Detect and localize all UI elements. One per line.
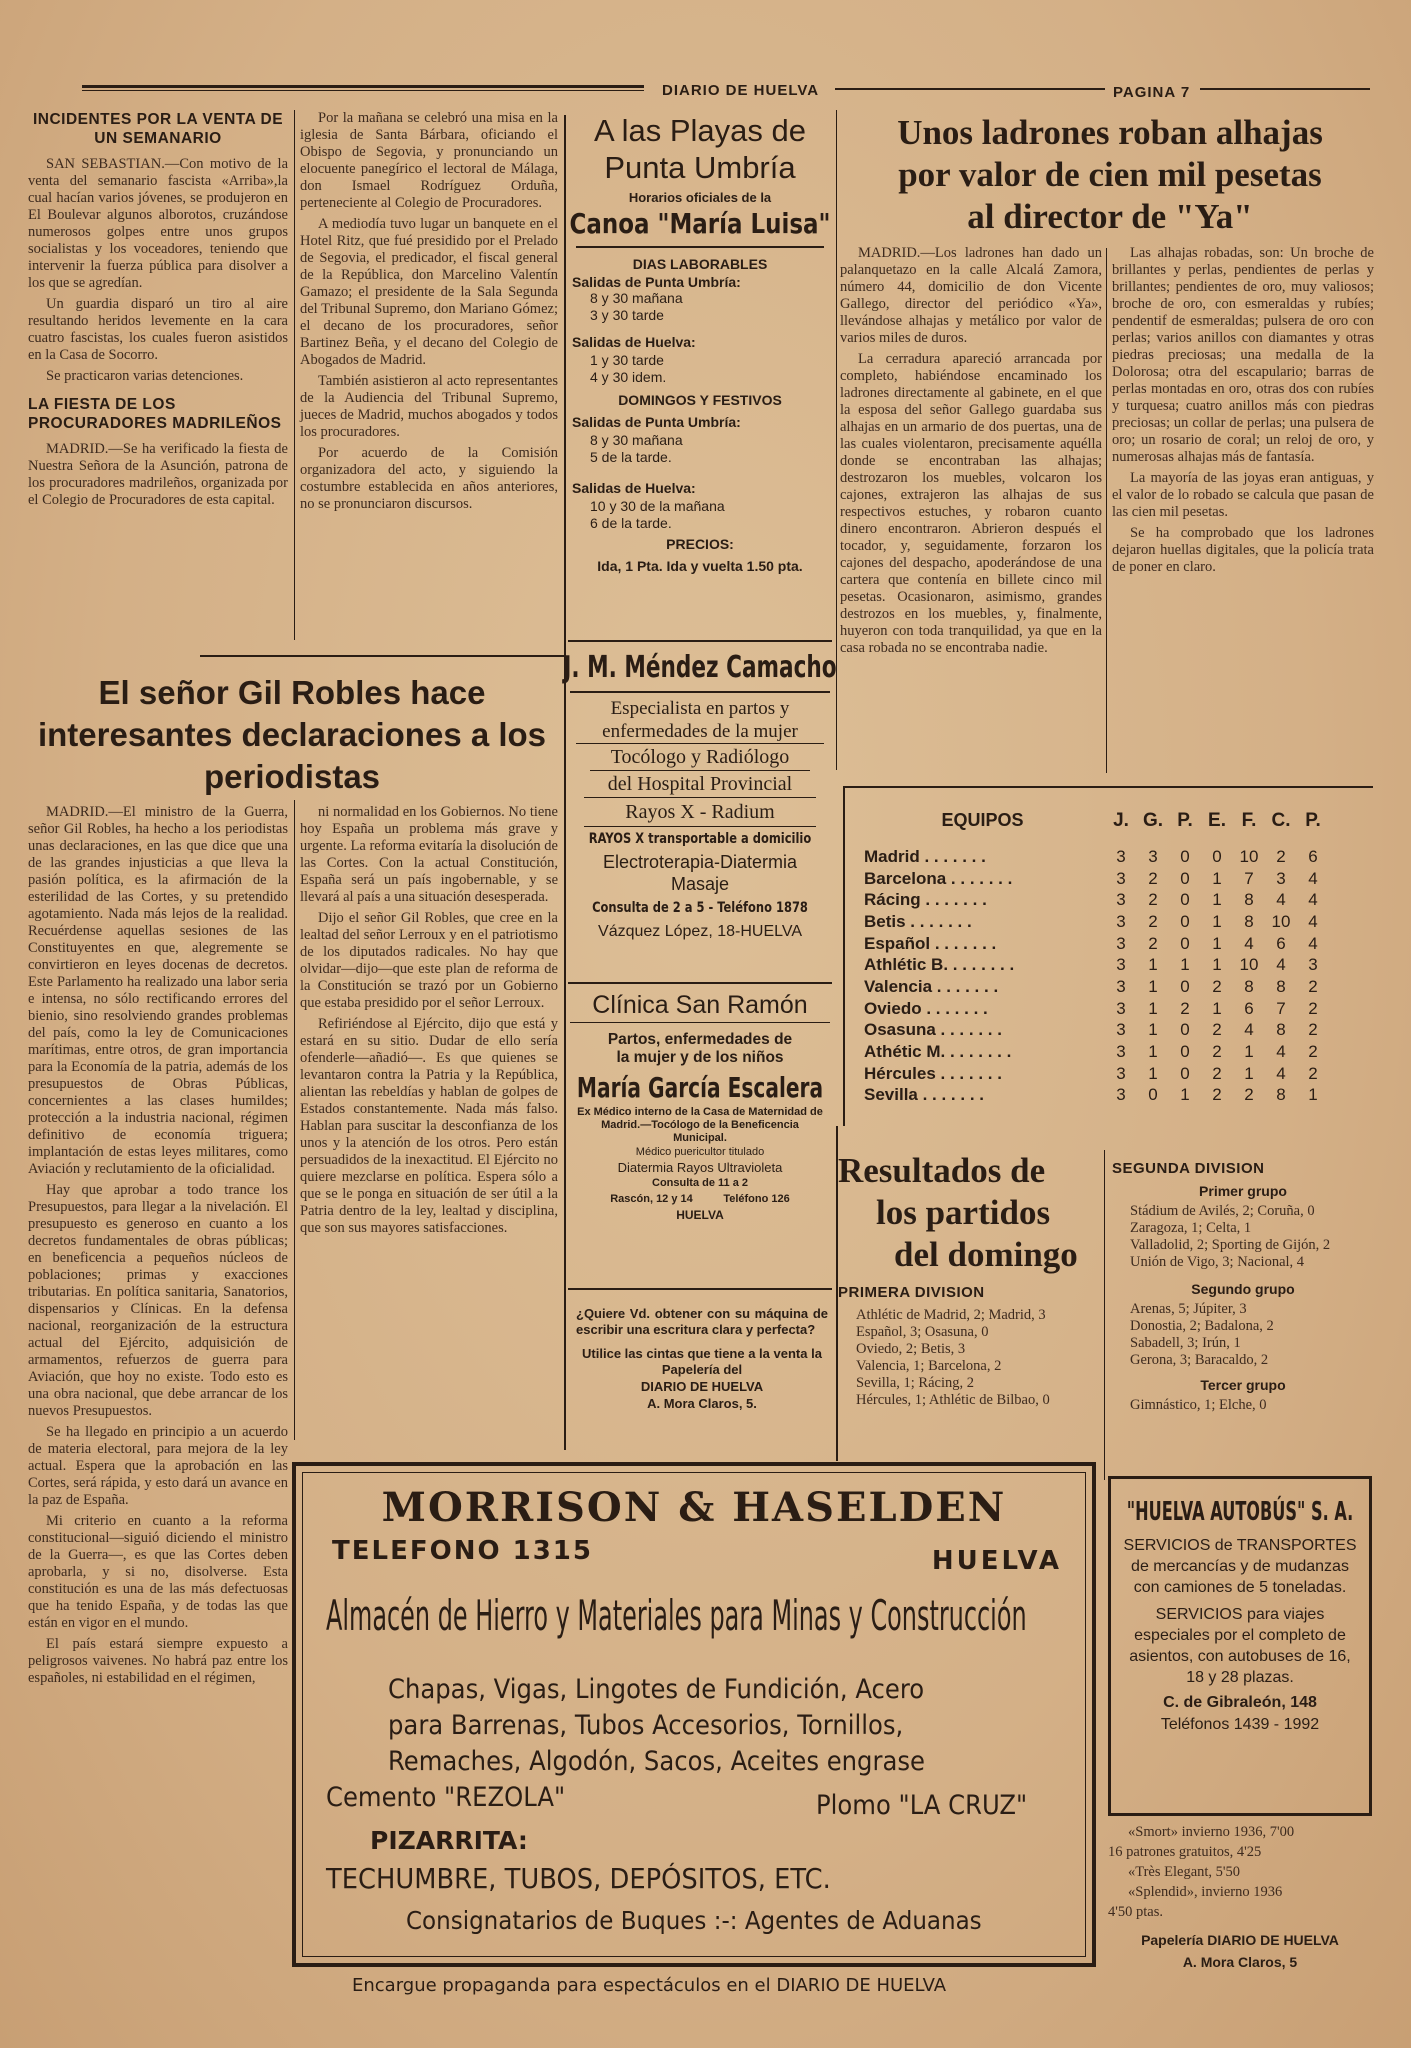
mendez-line: Consulta de 2 a 5 - Teléfono 1878 xyxy=(592,900,808,916)
league-cell: 1 xyxy=(1212,911,1222,931)
league-header-row xyxy=(860,810,1329,846)
autobus-address: C. de Gibraleón, 148 xyxy=(1163,1694,1317,1711)
paragraph: MADRID.—Los ladrones han dado un palanquetazo en la calle Alcalá Zamora, número 44, domicilio de don Vicente Gallego, director del periódico «Ya», llevándose alhajas y metálico por valor de varios miles de duros. xyxy=(840,245,1102,346)
playas-label: Salidas de Punta Umbría: xyxy=(572,274,741,290)
league-cell: 1 xyxy=(1180,1085,1190,1105)
morrison-line: TECHUMBRE, TUBOS, DEPÓSITOS, ETC. xyxy=(326,1862,831,1895)
resultados-primera: PRIMERA DIVISION xyxy=(838,1284,985,1301)
league-cell: 0 xyxy=(1180,1063,1190,1083)
morrison-line: para Barrenas, Tubos Accesorios, Tornillos, xyxy=(388,1710,904,1741)
ladrones-col1 xyxy=(840,245,1102,773)
morrison-tel: TELEFONO 1315 xyxy=(332,1536,593,1566)
league-cell: 2 xyxy=(1148,933,1158,953)
header-newspaper: DIARIO DE HUELVA xyxy=(662,82,820,99)
league-col-header: J. xyxy=(1113,810,1129,831)
league-cell: 3 xyxy=(1308,955,1318,975)
paragraph: Por la mañana se celebró una misa en la iglesia de Santa Bárbara, oficiando el Obispo de Segovia, y pronunciando un elocuente panegírico el lectoral de Málaga, don Ismael Rodríguez Orduña, perteneciente al Colegio de Procuradores. xyxy=(300,110,558,211)
league-row xyxy=(860,933,1329,955)
ad-patrones xyxy=(1108,1822,1372,1970)
league-cell: 2 xyxy=(1308,1042,1318,1062)
league-team: Rácing . . . . . . . xyxy=(864,890,987,910)
playas-label: Salidas de Punta Umbría: xyxy=(572,414,741,430)
col-rule-4 xyxy=(294,800,295,1440)
ladrones-title-3: al director de "Ya" xyxy=(967,197,1253,236)
paragraph: Un guardia disparó un tiro al aire resultando heridos levemente en la cara cuatro fascistas, los cuales fueron asistidos en la Casa de Socorro. xyxy=(28,296,288,363)
autobus-name: "HUELVA AUTOBÚS" S. A. xyxy=(1126,1497,1354,1527)
result-line: Zaragoza, 1; Celta, 1 xyxy=(1130,1220,1252,1236)
league-team: Barcelona . . . . . . . xyxy=(864,868,1013,888)
paragraph: A mediodía tuvo lugar un banquete en el Hotel Ritz, que fué presidido por el Prelado de Segovia, el predicador, el fiscal general de la República, don Marcelino Valentín Gamazo; el presidente de la Sala Segunda del Tribunal Supremo, don Mariano Gómez; el decano de los procuradores, señor Bartinez Beña, y el decano del Colegio de Abogados de Madrid. xyxy=(300,216,558,368)
league-cell: 8 xyxy=(1244,911,1254,931)
league-cell: 0 xyxy=(1180,846,1190,866)
paragraph: Dijo el señor Gil Robles, que cree en la lealtad del señor Lerroux y en el patriotismo de los diputados radicales. No hay que olvidar—dijo—que este plan de reforma de la Constitución se trazó por un Gobierno que estaba presidido por el señor Lerroux. xyxy=(300,910,558,1011)
playas-time: 4 y 30 idem. xyxy=(590,369,667,385)
mendez-line: RAYOS X transportable a domicilio xyxy=(588,831,812,847)
league-cell: 8 xyxy=(1276,1085,1286,1105)
mendez-line: Rayos X - Radium xyxy=(584,798,816,827)
clinica-name: Clínica San Ramón xyxy=(592,991,808,1019)
clinica-line: Ex Médico interno de la Casa de Maternidad de Madrid.—Tocólogo de la Beneficencia Municipal. xyxy=(577,1106,823,1144)
article-ladrones xyxy=(840,112,1380,238)
playas-time: 8 y 30 mañana xyxy=(590,432,683,448)
ad-morrison-haselden xyxy=(292,1462,1096,1967)
league-team: Oviedo . . . . . . . xyxy=(864,998,988,1018)
league-cell: 6 xyxy=(1276,933,1286,953)
playas-festivos: DOMINGOS Y FESTIVOS xyxy=(618,392,782,408)
playas-subtitle: Horarios oficiales de la xyxy=(628,190,772,205)
league-cell: 4 xyxy=(1276,955,1286,975)
league-row xyxy=(860,1063,1329,1085)
league-cell: 6 xyxy=(1308,846,1318,866)
league-cell: 10 xyxy=(1239,846,1259,866)
article-gil-robles-col1 xyxy=(28,804,288,1984)
mendez-line: Vázquez López, 18-HUELVA xyxy=(598,923,802,940)
league-cell: 2 xyxy=(1308,998,1318,1018)
league-col-header: P. xyxy=(1305,810,1321,831)
league-cell: 4 xyxy=(1308,868,1318,888)
playas-label: Salidas de Huelva: xyxy=(572,480,696,496)
league-col-header: E. xyxy=(1208,810,1226,831)
league-cell: 2 xyxy=(1308,976,1318,996)
morrison-line: Remaches, Algodón, Sacos, Aceites engrase xyxy=(388,1746,925,1777)
league-cell: 2 xyxy=(1308,1063,1318,1083)
col-rule-7 xyxy=(1104,1150,1105,1480)
league-cell: 2 xyxy=(1212,1042,1222,1062)
article-resultados xyxy=(838,1150,1102,1409)
result-line: Unión de Vigo, 3; Nacional, 4 xyxy=(1130,1254,1305,1270)
league-team: Osasuna . . . . . . . xyxy=(864,1020,1002,1040)
mendez-line: del Hospital Provincial xyxy=(584,771,816,798)
league-cell: 2 xyxy=(1148,868,1158,888)
league-cell: 2 xyxy=(1244,1085,1254,1105)
league-row xyxy=(860,1020,1329,1042)
playas-title: A las Playas de Punta Umbría xyxy=(594,113,806,185)
rule-clinica xyxy=(568,1288,832,1290)
playas-label: Salidas de Huelva: xyxy=(572,334,696,350)
mendez-line: Masaje xyxy=(670,874,730,894)
segunda-group: Tercer grupo xyxy=(1200,1377,1286,1393)
patrones-line: 16 patrones gratuitos, 4'25 xyxy=(1108,1844,1262,1860)
header-page: PAGINA 7 xyxy=(1113,84,1191,101)
headline-fiesta: LA FIESTA DE LOS PROCURADORES MADRILEÑOS xyxy=(28,396,282,432)
ladrones-title-1: Unos ladrones roban alhajas xyxy=(897,113,1323,152)
league-cell: 2 xyxy=(1276,846,1286,866)
paragraph: Se ha llegado en principio a un acuerdo de materia electoral, para mejora de la ley actual. Espera que la aprobación en las Cortes, será rápida, y esto dará un avance en la paz de España. xyxy=(28,1424,288,1508)
morrison-line: Plomo "LA CRUZ" xyxy=(816,1790,1028,1821)
league-cell: 8 xyxy=(1276,1020,1286,1040)
playas-time: 6 de la tarde. xyxy=(590,515,672,531)
paragraph: También asistieron al acto representantes de la Audiencia del Tribunal Supremo, jueces de Madrid, muchos abogados y todos los procuradores. xyxy=(300,373,558,440)
league-cell: 2 xyxy=(1308,1020,1318,1040)
league-cell: 4 xyxy=(1276,1042,1286,1062)
paragraph: Hay que aprobar a todo trance los Presupuestos, para llegar a la nivelación. El presupuesto es generoso en cuanto a los decretos fundamentales de obras públicas; en beneficencia a pequeños núcleos de poblaciones; primas y exacciones tributarias. En política sanitaria, Sanatorios, dispensarios y Clínicas. En la defensa nacional, reorganización de la estructura actual del Ejército, adquisición de armamentos, refuerzos de guerra para Aviación, que hoy no existe. Todo esto es una obra nacional, que debe arrancar de los nuevos Presupuestos. xyxy=(28,1182,288,1419)
result-line: Gimnástico, 1; Elche, 0 xyxy=(1130,1397,1267,1413)
segunda-group: Primer grupo xyxy=(1199,1183,1287,1199)
patrones-line: «Très Elegant, 5'50 xyxy=(1128,1864,1241,1880)
league-cell: 0 xyxy=(1180,976,1190,996)
league-cell: 4 xyxy=(1308,911,1318,931)
mendez-line: enfermedades de la mujer xyxy=(576,720,824,744)
league-cell: 0 xyxy=(1212,846,1222,866)
playas-boat: Canoa "María Luisa" xyxy=(569,207,831,240)
league-cell: 10 xyxy=(1271,911,1291,931)
resultados-title-3: del domingo xyxy=(894,1235,1078,1274)
morrison-pizarrita: PIZARRITA: xyxy=(370,1826,528,1855)
clinica-line: la mujer y de los niños xyxy=(616,1049,784,1066)
league-row xyxy=(860,846,1329,868)
league-cell: 7 xyxy=(1276,998,1286,1018)
footer-propaganda: Encargue propaganda para espectáculos en el DIARIO DE HUELVA xyxy=(352,1975,947,1996)
league-cell: 1 xyxy=(1308,1085,1318,1105)
result-line: Stádium de Avilés, 2; Coruña, 0 xyxy=(1130,1203,1315,1219)
league-cell: 3 xyxy=(1116,998,1126,1018)
league-cell: 3 xyxy=(1116,1063,1126,1083)
mendez-line: Electroterapia-Diatermia xyxy=(602,852,798,872)
mendez-line: Tocólogo y Radiólogo xyxy=(590,744,810,771)
playas-time: 10 y 30 de la mañana xyxy=(590,498,725,514)
paragraph: Las alhajas robadas, son: Un broche de brillantes y perlas, pendientes de perlas y brillantes; pendientes de oro, muy valiosos; broche de oro, con esmeraldas y rubíes; pendentif de esmeraldas; pulsera de oro con perlas; varios anillos con diamantes y otras piedras preciosas; una medalla de la Dolorosa; otra del escapulario; barras de perlas montadas en oro, otras dos con rubíes y turquesa; cuatro anillos más con piedras preciosas; un collar de perlas; una pulsera de oro; un rosario de coral; un reloj de oro, y numerosas alhajas más de fantasía. xyxy=(1112,245,1374,465)
league-cell: 4 xyxy=(1308,890,1318,910)
paragraph: Por acuerdo de la Comisión organizadora del acto, y siguiendo la costumbre establecida en años anteriores, no se pronunciaron discursos. xyxy=(300,445,558,512)
paragraph: La mayoría de las joyas eran antiguas, y el valor de lo robado se calcula que pasan de las cien mil pesetas. xyxy=(1112,470,1374,520)
morrison-name: MORRISON & HASELDEN xyxy=(381,1484,1007,1531)
ladrones-title-2: por valor de cien mil pesetas xyxy=(898,155,1322,194)
playas-time: 5 de la tarde. xyxy=(590,449,672,465)
morrison-line: Cemento "REZOLA" xyxy=(326,1782,566,1813)
league-cell: 1 xyxy=(1148,1063,1158,1083)
header-rule-right xyxy=(1200,88,1370,90)
league-cell: 1 xyxy=(1212,933,1222,953)
league-col-header: F. xyxy=(1241,810,1257,831)
paragraph: La cerradura apareció arrancada por completo, habiéndose encaminado los ladrones directamente al gabinete, en el que la esposa del señor Gallego guardaba sus alhajas en un armario de dos puertas, una de las cuales violentaron, precisamente aquélla donde se encontraban las alhajas; destrozaron los muebles, volcaron los cajones, extrajeron las alhajas de sus respectivos estuches, y robaron cuanto dinero encontraron. Abrieron después el tocador, y, seguidamente, forzaron los cajones del despacho, apoderándose de una cartera que contenía en billete cinco mil pesetas. Ocasionaron, asimismo, grandes destrozos en los muebles, y, finalmente, huyeron con toda tranquilidad, ya que en la casa robada no se encontraba nadie. xyxy=(840,351,1102,656)
clinica-line: HUELVA xyxy=(676,1208,724,1222)
league-cell: 2 xyxy=(1212,1020,1222,1040)
result-line: Sabadell, 3; Irún, 1 xyxy=(1130,1335,1241,1351)
mendez-rule xyxy=(570,691,830,693)
league-cell: 3 xyxy=(1116,1042,1126,1062)
league-team: Español . . . . . . . xyxy=(864,933,997,953)
league-cell: 10 xyxy=(1239,955,1259,975)
league-cell: 2 xyxy=(1212,1085,1222,1105)
autobus-tel: Teléfonos 1439 - 1992 xyxy=(1160,1716,1320,1733)
league-cell: 1 xyxy=(1148,1020,1158,1040)
rule-under-top xyxy=(200,655,564,657)
league-cell: 8 xyxy=(1276,976,1286,996)
league-cell: 3 xyxy=(1116,1020,1126,1040)
ad-mendez-camacho xyxy=(563,650,837,943)
header-rule-mid xyxy=(835,88,1105,90)
league-col-header: P. xyxy=(1177,810,1193,831)
col-rule-1 xyxy=(294,110,295,640)
result-line: Hércules, 1; Athlétic de Bilbao, 0 xyxy=(856,1392,1050,1408)
patrones-line: «Smort» invierno 1936, 7'00 xyxy=(1128,1824,1295,1840)
ad-playas xyxy=(568,112,832,574)
league-cell: 1 xyxy=(1212,998,1222,1018)
ladrones-col2 xyxy=(1112,245,1374,773)
league-cell: 0 xyxy=(1180,933,1190,953)
rule-league-top xyxy=(843,786,1373,788)
header-rule-left xyxy=(82,85,644,88)
league-team: Sevilla . . . . . . . xyxy=(864,1085,984,1105)
article-fiesta-cont xyxy=(300,110,558,517)
segunda-title: SEGUNDA DIVISION xyxy=(1112,1160,1265,1177)
patrones-store: Papelería DIARIO DE HUELVA xyxy=(1141,1932,1339,1948)
paragraph: Se practicaron varias detenciones. xyxy=(46,368,244,384)
resultados-title-1: Resultados de xyxy=(838,1151,1046,1190)
cintas-address: A. Mora Claros, 5. xyxy=(647,1396,757,1411)
league-cell: 0 xyxy=(1148,1085,1158,1105)
article-segunda xyxy=(1112,1160,1374,1414)
patrones-line: 4'50 ptas. xyxy=(1108,1904,1163,1920)
league-cell: 3 xyxy=(1116,976,1126,996)
league-cell: 1 xyxy=(1212,955,1222,975)
league-team: Valencia . . . . . . . xyxy=(864,976,999,996)
league-cell: 3 xyxy=(1116,955,1126,975)
morrison-line: Chapas, Vigas, Lingotes de Fundición, Acero xyxy=(388,1674,925,1705)
league-cell: 3 xyxy=(1276,868,1286,888)
league-cell: 4 xyxy=(1244,1020,1254,1040)
paragraph: El país estará siempre expuesto a peligrosos vaivenes. No habrá paz entre los españoles, ni estabilidad en el régimen, xyxy=(28,1636,288,1686)
ad-huelva-autobus xyxy=(1108,1476,1372,1816)
league-cell: 1 xyxy=(1148,998,1158,1018)
league-cell: 4 xyxy=(1308,933,1318,953)
league-cell: 3 xyxy=(1116,911,1126,931)
col-rule-2 xyxy=(564,115,566,1450)
rule-playas xyxy=(568,640,832,642)
article-gil-robles-col2 xyxy=(300,804,558,1444)
ad-clinica-san-ramon xyxy=(570,990,830,1223)
paragraph: ni normalidad en los Gobiernos. No tiene hoy España un problema más grave y urgente. La reforma evitaría la disolución de las Cortes. Con la actual Constitución, España será un país ingobernable, y se llevará al país a una situación desesperada. xyxy=(300,804,558,905)
result-line: Español, 3; Osasuna, 0 xyxy=(856,1324,989,1340)
mendez-line: Especialista en partos y xyxy=(610,698,790,719)
league-cell: 1 xyxy=(1180,955,1190,975)
morrison-city: HUELVA xyxy=(931,1546,1062,1576)
clinica-line: Diatermia Rayos Ultravioleta xyxy=(617,1160,783,1175)
league-cell: 0 xyxy=(1180,911,1190,931)
league-col-header: G. xyxy=(1142,810,1164,831)
league-cell: 2 xyxy=(1212,1063,1222,1083)
paragraph: MADRID.—El ministro de la Guerra, señor Gil Robles, ha hecho a los periodistas unas declaraciones, en las que dice que una de las grandes injusticias a que lleva la pasión política, es la afirmación de la esterilidad de las Cortes, y su pretendido agotamiento. Nada más lejos de la realidad. Recuérdense aquellas sesiones de las Constituyentes en que, alegremente se convirtieron en leyes docenas de decretos. Este Parlamento ha realizado una labor seria e intensa, no sólo rectificando errores del bienio, sino resolviendo grandes problemas del país, como la ley de Comunicaciones marítimas, entre otros, de gran importancia para la Economía de la patria, además de los presupuestos de Obras Públicas, concernientes a las clases humildes; protección a la industria nacional, régimen definitivo de economía triguera; implantación de estas leyes militares, como Aviación y reclutamiento de la oficialidad. xyxy=(28,804,288,1177)
league-team: Athétic M. . . . . . . . xyxy=(864,1042,1012,1062)
league-cell: 7 xyxy=(1244,868,1254,888)
morrison-line: Consignatarios de Buques :-: Agentes de Aduanas xyxy=(406,1906,982,1935)
league-cell: 3 xyxy=(1116,933,1126,953)
league-cell: 4 xyxy=(1276,890,1286,910)
result-line: Athlétic de Madrid, 2; Madrid, 3 xyxy=(856,1307,1046,1323)
league-row xyxy=(860,1085,1329,1107)
league-team: Madrid . . . . . . . xyxy=(864,846,986,866)
article-incidentes xyxy=(28,110,288,513)
rule-league-left xyxy=(843,786,845,1126)
autobus-line: SERVICIOS para viajes especiales por el completo de asientos, con autobuses de 16, 18 y 28 plazas. xyxy=(1129,1606,1351,1686)
league-cell: 0 xyxy=(1180,890,1190,910)
cintas-answer: Utilice las cintas que tiene a la venta la Papelería del xyxy=(582,1346,822,1377)
league-cell: 1 xyxy=(1212,868,1222,888)
clinica-line: Médico puericultor titulado xyxy=(635,1146,765,1158)
playas-precios: PRECIOS: xyxy=(666,536,734,552)
league-cell: 1 xyxy=(1244,1063,1254,1083)
league-cell: 8 xyxy=(1244,976,1254,996)
patrones-line: «Splendid», invierno 1936 xyxy=(1128,1884,1283,1900)
headline-gil-robles: El señor Gil Robles hace interesantes declaraciones a los periodistas xyxy=(37,674,547,795)
league-row xyxy=(860,911,1329,933)
playas-time: 1 y 30 tarde xyxy=(590,352,664,368)
league-row xyxy=(860,998,1329,1020)
league-table xyxy=(860,810,1329,1106)
result-line: Arenas, 5; Júpiter, 3 xyxy=(1130,1301,1247,1317)
result-line: Sevilla, 1; Rácing, 2 xyxy=(856,1375,974,1391)
headline-incidentes: INCIDENTES POR LA VENTA DE UN SEMANARIO xyxy=(32,111,284,147)
league-col-header: C. xyxy=(1271,810,1291,831)
league-cell: 1 xyxy=(1148,1042,1158,1062)
clinica-rule xyxy=(570,1022,830,1023)
league-cell: 2 xyxy=(1148,890,1158,910)
mendez-name: J. M. Méndez Camacho xyxy=(563,650,837,685)
result-line: Valencia, 1; Barcelona, 2 xyxy=(856,1358,1002,1374)
league-cell: 3 xyxy=(1116,868,1126,888)
result-line: Valladolid, 2; Sporting de Gijón, 2 xyxy=(1130,1237,1331,1253)
league-cell: 8 xyxy=(1244,890,1254,910)
league-team: Hércules . . . . . . . xyxy=(864,1063,1002,1083)
league-team: Betis . . . . . . . xyxy=(864,911,972,931)
ad-cintas xyxy=(576,1306,828,1412)
league-row xyxy=(860,1041,1329,1063)
league-cell: 0 xyxy=(1180,1042,1190,1062)
league-team: Athlétic B. . . . . . . . xyxy=(864,955,1015,975)
league-cell: 1 xyxy=(1148,976,1158,996)
patrones-address: A. Mora Claros, 5 xyxy=(1182,1954,1298,1970)
league-cell: 3 xyxy=(1116,1085,1126,1105)
playas-time: 3 y 30 tarde xyxy=(590,307,664,323)
league-row xyxy=(860,868,1329,890)
league-cell: 1 xyxy=(1244,1042,1254,1062)
clinica-line: Consulta de 11 a 2 xyxy=(652,1177,748,1189)
playas-laborables: DIAS LABORABLES xyxy=(632,256,768,272)
morrison-almacen: Almacén de Hierro y Materiales para Minas y Construcción xyxy=(326,1591,1027,1640)
playas-time: 8 y 30 mañana xyxy=(590,290,683,306)
playas-rule xyxy=(576,246,824,248)
cintas-paper: DIARIO DE HUELVA xyxy=(640,1379,764,1394)
league-cell: 2 xyxy=(1180,998,1190,1018)
league-cell: 3 xyxy=(1116,846,1126,866)
clinica-doctor: María García Escalera xyxy=(576,1071,824,1104)
resultados-title-2: los partidos xyxy=(876,1193,1051,1232)
league-cell: 2 xyxy=(1148,911,1158,931)
result-line: Donostia, 2; Badalona, 2 xyxy=(1130,1318,1274,1334)
league-row xyxy=(860,976,1329,998)
league-cell: 3 xyxy=(1116,890,1126,910)
paragraph: Refiriéndose al Ejército, dijo que está y estará en su sitio. Dudar de ello sería ofenderle—añadió—. Es que quienes se levantaron contra la Patria y la República, alientan las rebeldías y hablan de golpes de Estados constantemente. Nada más falso. Hablan para suscitar la desconfianza de los unos y la atención de los otros. Pero están persuadidos de la inexactitud. El Ejército no quiere mezclarse en política. Espera sólo a que se le ponga en situación de ser útil a la Patria dentro de la ley, lealtad y disciplina, que son sus mayores satisfacciones. xyxy=(300,1016,558,1236)
result-line: Oviedo, 2; Betis, 3 xyxy=(856,1341,966,1357)
paragraph: Se ha comprobado que los ladrones dejaron huellas digitales, que la policía trata de poner en claro. xyxy=(1112,525,1374,575)
league-cell: 1 xyxy=(1212,890,1222,910)
league-title: EQUIPOS xyxy=(941,810,1024,830)
clinica-line: Rascón, 12 y 14 Teléfono 126 xyxy=(610,1193,790,1205)
paragraph: Mi criterio en cuanto a la reforma constitucional—siguió diciendo el ministro de la Guerra—, es que las Cortes deben aprobarla, y si no, disolverse. Esta constitución es una de las más defectuosas que ha tenido España, y de todas las que están en vigor en el mundo. xyxy=(28,1513,288,1631)
paragraph: MADRID.—Se ha verificado la fiesta de Nuestra Señora de la Asunción, patrona de los procuradores madrileños, organizada por el Colegio de Procuradores de esta capital. xyxy=(28,441,288,508)
header-rule-left-thin xyxy=(82,90,644,91)
league-cell: 3 xyxy=(1148,846,1158,866)
league-cell: 4 xyxy=(1244,933,1254,953)
league-cell: 4 xyxy=(1276,1063,1286,1083)
league-cell: 6 xyxy=(1244,998,1254,1018)
league-cell: 0 xyxy=(1180,868,1190,888)
col-rule-5 xyxy=(1106,248,1107,773)
clinica-line: Partos, enfermedades de xyxy=(607,1031,793,1048)
paragraph: SAN SEBASTIAN.—Con motivo de la venta del semanario fascista «Arriba»,la cual hacían varios jóvenes, se produjeron en El Boulevar algunos alborotos, cruzándose numerosos golpes entre unos grupos socialistas y los voceadores, teniendo que intervenir la fuerza pública para disolver a los que se agredían. xyxy=(28,156,288,291)
league-cell: 1 xyxy=(1148,955,1158,975)
league-row xyxy=(860,954,1329,976)
playas-precios-value: Ida, 1 Pta. Ida y vuelta 1.50 pta. xyxy=(597,558,803,574)
league-cell: 0 xyxy=(1180,1020,1190,1040)
league-row xyxy=(860,889,1329,911)
league-table-box xyxy=(860,810,1370,1106)
cintas-question: ¿Quiere Vd. obtener con su máquina de escribir una escritura clara y perfecta? xyxy=(576,1306,828,1337)
league-cell: 2 xyxy=(1212,976,1222,996)
autobus-line: SERVICIOS de TRANSPORTES de mercancías y de mudanzas con camiones de 5 toneladas. xyxy=(1123,1537,1357,1596)
result-line: Gerona, 3; Baracaldo, 2 xyxy=(1130,1352,1269,1368)
segunda-group: Segundo grupo xyxy=(1191,1281,1295,1297)
rule-mendez xyxy=(568,982,832,984)
